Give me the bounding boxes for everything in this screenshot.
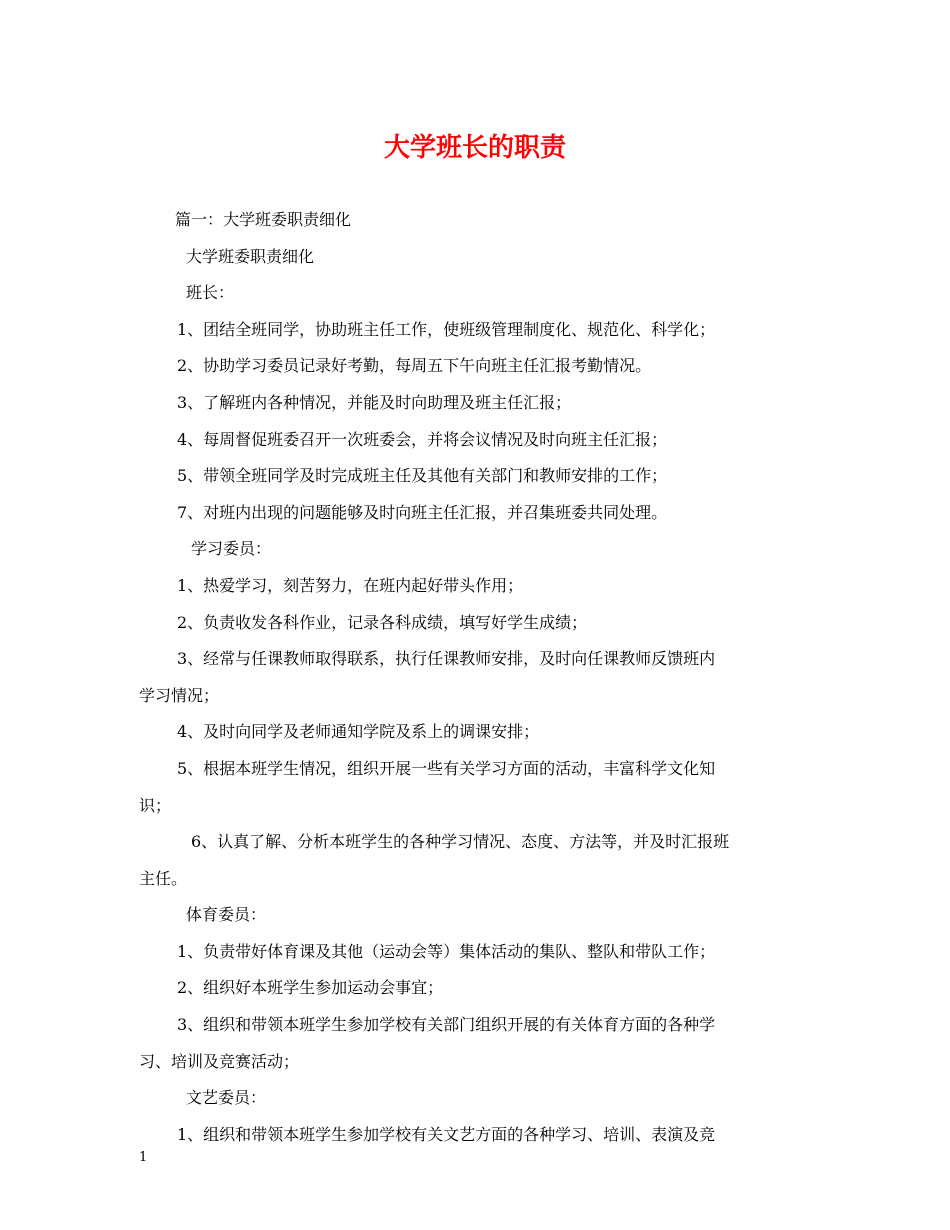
paragraph: 2、负责收发各科作业，记录各科成绩，填写好学生成绩；	[177, 612, 588, 632]
paragraph: 1、团结全班同学，协助班主任工作，使班级管理制度化、规范化、科学化；	[177, 319, 716, 339]
paragraph: 4、每周督促班委召开一次班委会，并将会议情况及时向班主任汇报；	[177, 429, 668, 449]
paragraph: 3、组织和带领本班学生参加学校有关部门组织开展的有关体育方面的各种学	[177, 1015, 716, 1035]
role-heading-sports: 体育委员：	[186, 905, 267, 925]
paragraph: 5、带领全班同学及时完成班主任及其他有关部门和教师安排的工作；	[177, 466, 668, 486]
paragraph: 4、及时向同学及老师通知学院及系上的调课安排；	[177, 722, 540, 742]
paragraph: 6、认真了解、分析本班学生的各种学习情况、态度、方法等，并及时汇报班	[191, 832, 730, 852]
paragraph-continuation: 学习情况；	[139, 685, 220, 705]
paragraph: 5、根据本班学生情况，组织开展一些有关学习方面的活动，丰富科学文化知	[177, 758, 716, 778]
paragraph: 2、协助学习委员记录好考勤，每周五下午向班主任汇报考勤情况。	[177, 356, 652, 376]
paragraph: 1、组织和带领本班学生参加学校有关文艺方面的各种学习、培训、表演及竞	[177, 1124, 716, 1144]
paragraph: 1、负责带好体育课及其他（运动会等）集体活动的集队、整队和带队工作；	[177, 941, 716, 961]
paragraph: 2、组织好本班学生参加运动会事宜；	[177, 978, 444, 998]
paragraph-continuation: 习、培训及竞赛活动；	[139, 1051, 300, 1071]
document-body	[139, 202, 811, 1153]
paragraph: 7、对班内出现的问题能够及时向班主任汇报，并召集班委共同处理。	[177, 502, 668, 522]
document-title: 大学班长的职责	[383, 133, 566, 163]
section-heading: 篇一：大学班委职责细化	[175, 210, 352, 229]
paragraph-continuation: 识；	[139, 795, 172, 815]
role-heading-study: 学习委员：	[191, 539, 272, 559]
paragraph: 3、经常与任课教师取得联系，执行任课教师安排，及时向任课教师反馈班内	[177, 649, 716, 669]
paragraph: 1、热爱学习，刻苦努力，在班内起好带头作用；	[177, 575, 524, 595]
subheading: 大学班委职责细化	[186, 246, 315, 266]
paragraph-continuation: 主任。	[139, 868, 188, 888]
role-heading-monitor: 班长：	[186, 283, 235, 303]
page-number: 1	[139, 1150, 148, 1165]
paragraph: 3、了解班内各种情况，并能及时向助理及班主任汇报；	[177, 392, 572, 412]
role-heading-arts: 文艺委员：	[186, 1088, 267, 1108]
